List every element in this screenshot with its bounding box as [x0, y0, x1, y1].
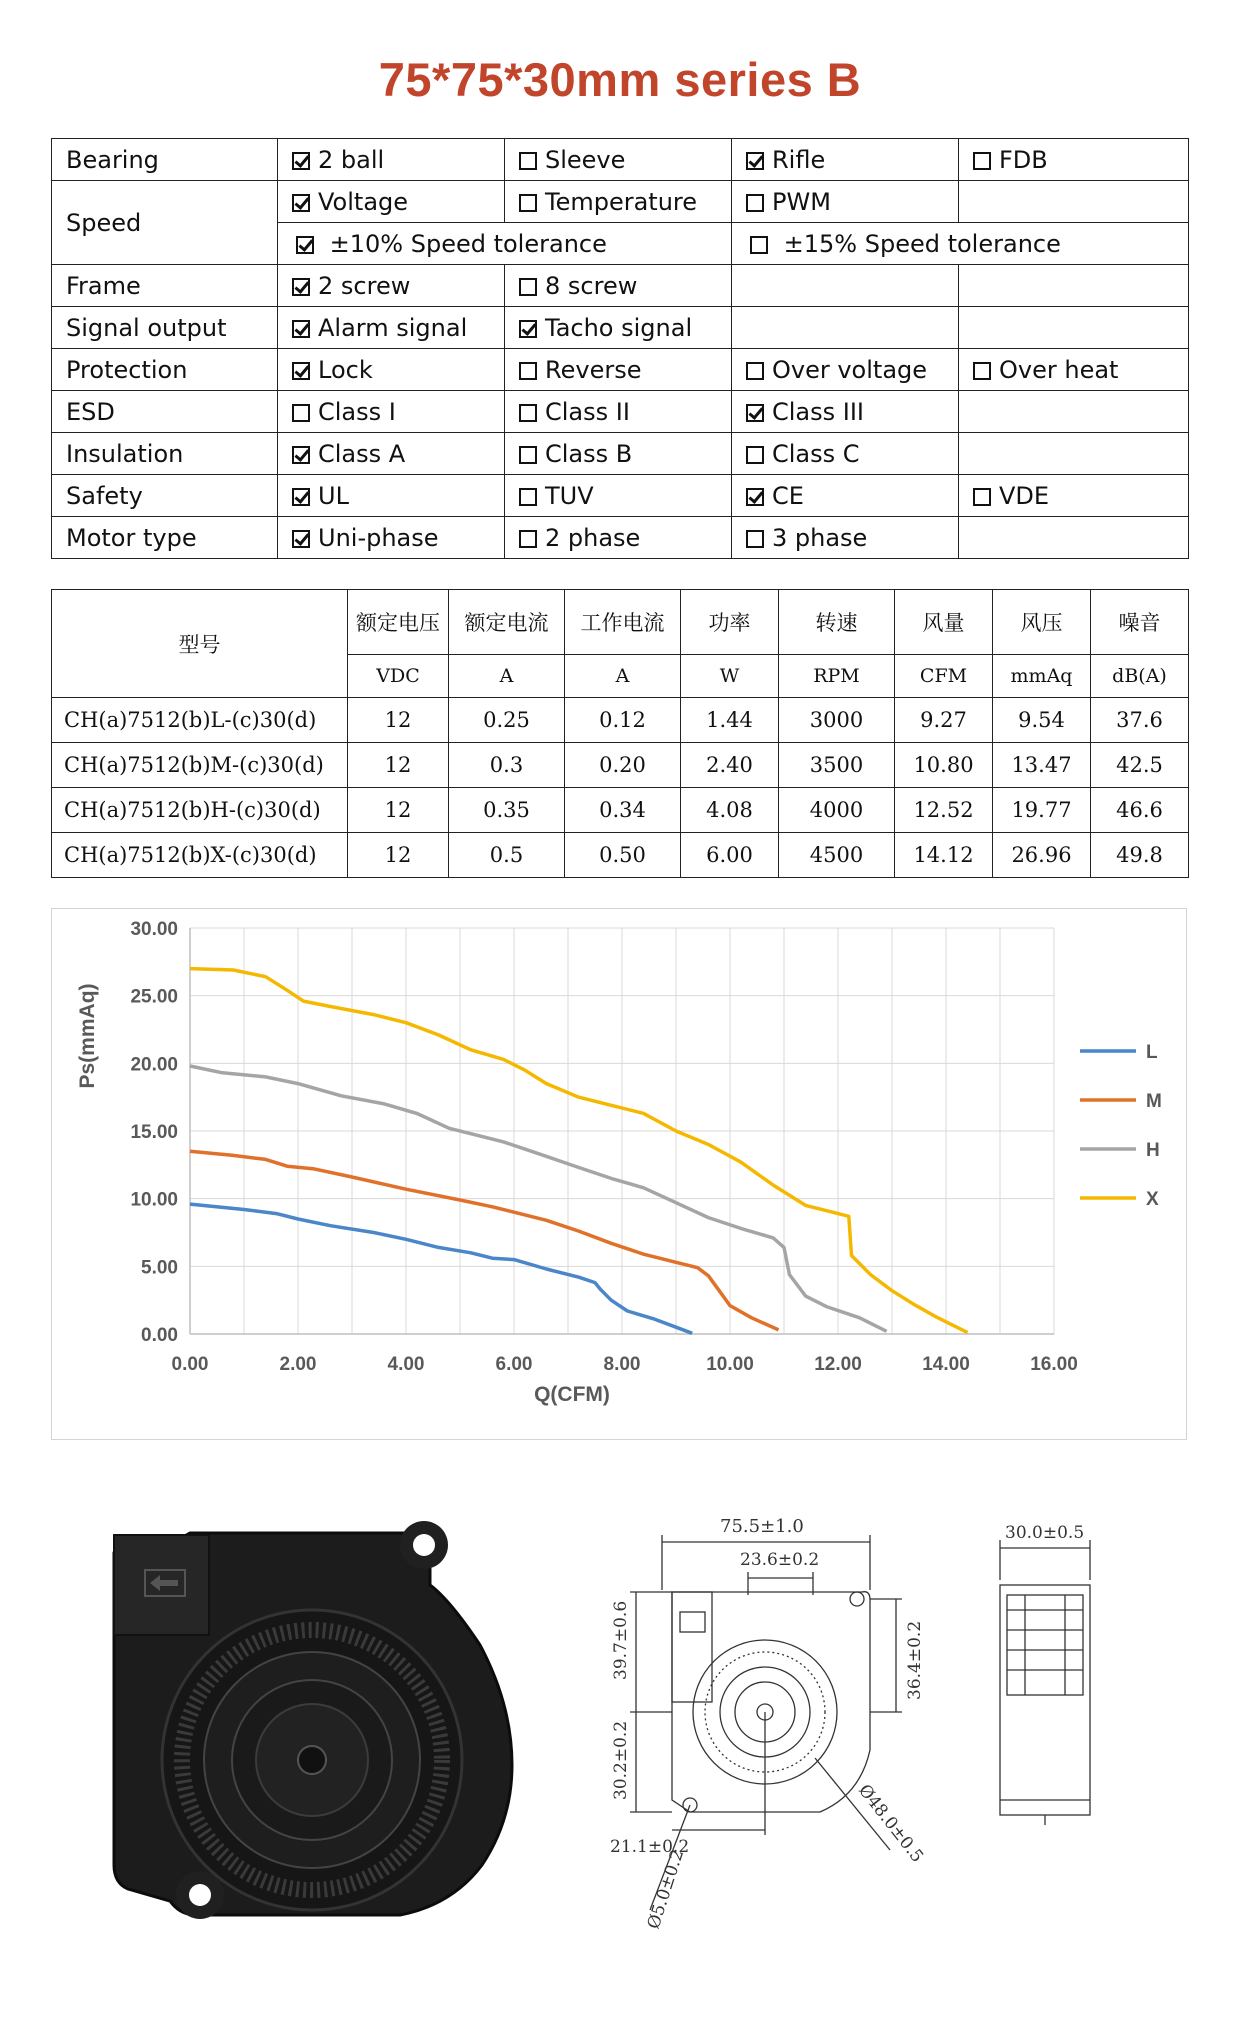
feature-cell: [278, 433, 505, 475]
feature-option-label: Class I: [318, 397, 396, 426]
checked-box-icon: [292, 278, 310, 296]
feature-option-label: Class III: [772, 397, 865, 426]
feature-cell: [732, 307, 959, 349]
feature-option-label: UL: [318, 481, 349, 510]
spec-cell: 46.6: [1091, 788, 1189, 833]
x-axis-label: Q(CFM): [534, 1383, 610, 1406]
y-tick-label: 5.00: [141, 1257, 178, 1279]
feature-option-label: Class II: [545, 397, 630, 426]
feature-label: Safety: [52, 475, 278, 517]
feature-cell: [732, 349, 959, 391]
unchecked-box-icon: [519, 488, 537, 506]
feature-label: Motor type: [52, 517, 278, 559]
feature-cell: [505, 181, 732, 223]
spec-cell: 26.96: [993, 833, 1091, 878]
table-row: [52, 788, 1189, 833]
dim-thickness-label: 30.0±0.5: [1005, 1523, 1085, 1543]
spec-unit: A: [565, 655, 681, 698]
feature-option-label: 3 phase: [772, 523, 868, 552]
dim-width-label: 75.5±1.0: [720, 1516, 804, 1537]
spec-cell: 13.47: [993, 743, 1091, 788]
feature-cell: [732, 223, 1189, 265]
checked-box-icon: [292, 362, 310, 380]
y-tick-label: 0.00: [141, 1325, 178, 1346]
table-row: [52, 833, 1189, 878]
unchecked-box-icon: [746, 362, 764, 380]
unchecked-box-icon: [746, 446, 764, 464]
feature-row: [52, 433, 1189, 475]
feature-option-label: Sleeve: [545, 145, 626, 174]
series-line-l: [190, 1204, 692, 1333]
feature-cell: [278, 265, 505, 307]
feature-label: Signal output: [52, 307, 278, 349]
feature-cell: [505, 265, 732, 307]
unchecked-box-icon: [519, 530, 537, 548]
spec-cell: 0.3: [449, 743, 565, 788]
unchecked-box-icon: [519, 362, 537, 380]
checked-box-icon: [292, 194, 310, 212]
feature-option-label: 2 screw: [318, 271, 411, 300]
feature-label: Insulation: [52, 433, 278, 475]
spec-header: 风量: [895, 590, 993, 655]
feature-row: [52, 307, 1189, 349]
y-tick-label: 25.00: [130, 986, 178, 1008]
checked-box-icon: [292, 320, 310, 338]
dim-diameter-label: Ø48.0±0.5: [854, 1780, 928, 1867]
spec-cell: 10.80: [895, 743, 993, 788]
model-cell: CH(a)7512(b)H-(c)30(d): [52, 788, 348, 833]
spec-cell: 4.08: [681, 788, 779, 833]
feature-option-label: VDE: [999, 481, 1050, 510]
spec-unit: VDC: [348, 655, 449, 698]
table-row: [52, 698, 1189, 743]
spec-cell: 42.5: [1091, 743, 1189, 788]
feature-row: [52, 349, 1189, 391]
legend-label-l: L: [1146, 1042, 1158, 1063]
feature-row: [52, 475, 1189, 517]
checked-box-icon: [746, 152, 764, 170]
feature-cell: [278, 391, 505, 433]
spec-cell: 19.77: [993, 788, 1091, 833]
feature-option-label: ±15% Speed tolerance: [783, 229, 1061, 258]
feature-option-label: Voltage: [318, 187, 409, 216]
feature-option-label: TUV: [545, 481, 594, 510]
feature-option-label: PWM: [772, 187, 831, 216]
x-tick-label: 14.00: [922, 1354, 970, 1375]
feature-row: [52, 265, 1189, 307]
spec-cell: 0.5: [449, 833, 565, 878]
feature-cell: [959, 475, 1189, 517]
feature-cell: [278, 475, 505, 517]
spec-header: 风压: [993, 590, 1091, 655]
spec-header: 额定电压: [348, 590, 449, 655]
y-tick-label: 10.00: [130, 1189, 178, 1211]
feature-option-label: Class C: [772, 439, 860, 468]
spec-cell: 12: [348, 743, 449, 788]
unchecked-box-icon: [519, 446, 537, 464]
feature-table: [51, 138, 1189, 559]
y-axis-label: Ps(mmAq): [76, 983, 99, 1089]
spec-cell: 12: [348, 788, 449, 833]
feature-option-label: Over heat: [999, 355, 1119, 384]
feature-option-label: 2 phase: [545, 523, 641, 552]
unchecked-box-icon: [519, 152, 537, 170]
feature-label: Protection: [52, 349, 278, 391]
feature-cell: [732, 265, 959, 307]
spec-cell: 0.25: [449, 698, 565, 743]
feature-option-label: Alarm signal: [318, 313, 468, 342]
unchecked-box-icon: [519, 404, 537, 422]
feature-option-label: 8 screw: [545, 271, 638, 300]
x-tick-label: 2.00: [279, 1354, 317, 1375]
checked-box-icon: [746, 488, 764, 506]
unchecked-box-icon: [292, 404, 310, 422]
spec-table: [51, 589, 1189, 878]
feature-option-label: FDB: [999, 145, 1048, 174]
spec-cell: 6.00: [681, 833, 779, 878]
y-tick-label: 15.00: [130, 1122, 178, 1143]
side-view-drawing: [985, 1500, 1105, 1880]
legend-label-m: M: [1146, 1091, 1162, 1112]
dim-bottom-label: 21.1±0.2: [610, 1837, 690, 1857]
page-title: 75*75*30mm series B: [378, 53, 862, 106]
spec-cell: 9.27: [895, 698, 993, 743]
feature-option-label: Lock: [318, 355, 373, 384]
spec-cell: 4500: [779, 833, 895, 878]
feature-cell: [505, 517, 732, 559]
spec-header: 噪音: [1091, 590, 1189, 655]
spec-header: 转速: [779, 590, 895, 655]
feature-option-label: Over voltage: [772, 355, 928, 384]
spec-unit: dB(A): [1091, 655, 1189, 698]
feature-row: [52, 517, 1189, 559]
dim-left-lower-label: 30.2±0.2: [611, 1720, 631, 1800]
spec-cell: 0.20: [565, 743, 681, 788]
dim-left-upper-label: 39.7±0.6: [611, 1600, 631, 1680]
feature-cell: [278, 307, 505, 349]
feature-label: Speed: [52, 181, 278, 265]
table-row: [52, 743, 1189, 788]
x-tick-label: 4.00: [387, 1354, 425, 1375]
spec-header-row: [52, 590, 1189, 655]
feature-cell: [505, 349, 732, 391]
unchecked-box-icon: [519, 194, 537, 212]
feature-cell: [732, 517, 959, 559]
spec-cell: 3000: [779, 698, 895, 743]
unchecked-box-icon: [973, 362, 991, 380]
feature-cell: [959, 349, 1189, 391]
spec-cell: 2.40: [681, 743, 779, 788]
feature-cell: [505, 139, 732, 181]
legend-label-h: H: [1146, 1140, 1160, 1161]
model-cell: CH(a)7512(b)X-(c)30(d): [52, 833, 348, 878]
feature-option-label: Uni-phase: [318, 523, 439, 552]
spec-unit: RPM: [779, 655, 895, 698]
feature-cell: [278, 349, 505, 391]
checked-box-icon: [746, 404, 764, 422]
feature-cell: [278, 223, 732, 265]
spec-cell: 0.35: [449, 788, 565, 833]
x-tick-label: 10.00: [706, 1354, 754, 1375]
feature-row: [52, 391, 1189, 433]
spec-unit: W: [681, 655, 779, 698]
unchecked-box-icon: [746, 194, 764, 212]
spec-unit: A: [449, 655, 565, 698]
spec-cell: 4000: [779, 788, 895, 833]
y-tick-label: 30.00: [130, 919, 178, 940]
model-cell: CH(a)7512(b)M-(c)30(d): [52, 743, 348, 788]
feature-option-label: Rifle: [772, 145, 826, 174]
feature-cell: [732, 391, 959, 433]
feature-option-label: Class A: [318, 439, 406, 468]
spec-cell: 14.12: [895, 833, 993, 878]
spec-unit: mmAq: [993, 655, 1091, 698]
spec-header: 功率: [681, 590, 779, 655]
checked-box-icon: [296, 236, 314, 254]
feature-cell: [505, 475, 732, 517]
x-tick-label: 16.00: [1030, 1354, 1078, 1375]
spec-cell: 0.34: [565, 788, 681, 833]
feature-label: ESD: [52, 391, 278, 433]
feature-option-label: Tacho signal: [545, 313, 693, 342]
feature-cell: [505, 433, 732, 475]
y-tick-label: 20.00: [130, 1054, 178, 1076]
fan-photo: [100, 1505, 520, 1925]
model-cell: CH(a)7512(b)L-(c)30(d): [52, 698, 348, 743]
spec-cell: 49.8: [1091, 833, 1189, 878]
feature-cell: [959, 517, 1189, 559]
feature-cell: [959, 265, 1189, 307]
feature-cell: [278, 139, 505, 181]
dim-outlet-label: 23.6±0.2: [740, 1550, 820, 1570]
series-line-m: [190, 1151, 779, 1330]
spec-cell: 9.54: [993, 698, 1091, 743]
front-view-drawing: [590, 1500, 970, 1930]
spec-cell: 0.12: [565, 698, 681, 743]
feature-option-label: Temperature: [545, 187, 698, 216]
unchecked-box-icon: [750, 236, 768, 254]
feature-cell: [278, 517, 505, 559]
feature-cell: [959, 181, 1189, 223]
feature-cell: [959, 433, 1189, 475]
spec-cell: 12: [348, 833, 449, 878]
legend-label-x: X: [1146, 1189, 1159, 1210]
checked-box-icon: [292, 152, 310, 170]
spec-cell: 0.50: [565, 833, 681, 878]
feature-cell: [959, 139, 1189, 181]
feature-cell: [732, 139, 959, 181]
x-tick-label: 8.00: [603, 1354, 641, 1375]
checked-box-icon: [292, 530, 310, 548]
feature-cell: [505, 391, 732, 433]
feature-cell: [959, 307, 1189, 349]
spec-header: 工作电流: [565, 590, 681, 655]
unchecked-box-icon: [973, 152, 991, 170]
feature-label: Frame: [52, 265, 278, 307]
feature-option-label: Class B: [545, 439, 633, 468]
dim-right-label: 36.4±0.2: [905, 1620, 925, 1700]
model-header: 型号: [52, 590, 348, 698]
feature-option-label: 2 ball: [318, 145, 385, 174]
feature-cell: [959, 391, 1189, 433]
spec-unit: CFM: [895, 655, 993, 698]
unchecked-box-icon: [746, 530, 764, 548]
feature-cell: [278, 181, 505, 223]
pq-curve-chart: [51, 908, 1187, 1440]
feature-option-label: ±10% Speed tolerance: [329, 229, 607, 258]
feature-row: [52, 139, 1189, 181]
spec-cell: 12.52: [895, 788, 993, 833]
spec-header: 额定电流: [449, 590, 565, 655]
pq-curve-svg: [52, 909, 1188, 1441]
unchecked-box-icon: [973, 488, 991, 506]
spec-cell: 1.44: [681, 698, 779, 743]
spec-cell: 37.6: [1091, 698, 1189, 743]
dim-hole-label: Ø5.0±0.2: [643, 1847, 689, 1930]
feature-cell: [732, 475, 959, 517]
feature-cell: [505, 307, 732, 349]
checked-box-icon: [292, 488, 310, 506]
x-tick-label: 6.00: [495, 1354, 533, 1375]
x-tick-label: 0.00: [171, 1354, 209, 1375]
x-tick-label: 12.00: [814, 1354, 862, 1375]
feature-cell: [732, 433, 959, 475]
checked-box-icon: [519, 320, 537, 338]
spec-cell: 3500: [779, 743, 895, 788]
unchecked-box-icon: [519, 278, 537, 296]
checked-box-icon: [292, 446, 310, 464]
feature-option-label: Reverse: [545, 355, 642, 384]
spec-cell: 12: [348, 698, 449, 743]
feature-option-label: CE: [772, 481, 804, 510]
feature-cell: [732, 181, 959, 223]
feature-label: Bearing: [52, 139, 278, 181]
feature-row: [52, 181, 1189, 223]
